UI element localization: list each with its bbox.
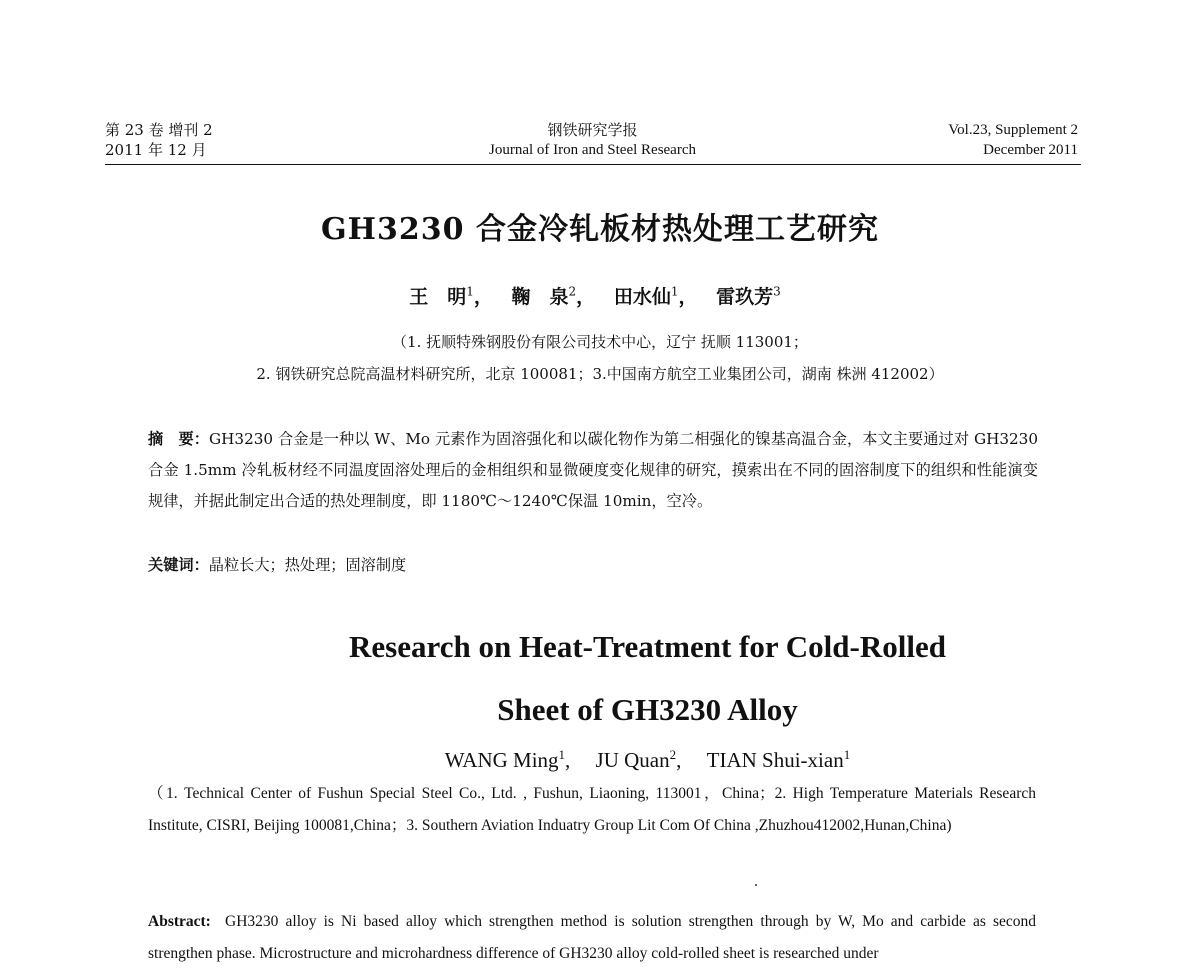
header-journal-cn: 钢铁研究学报	[547, 121, 638, 139]
author-name: 田水仙	[613, 286, 671, 309]
author-name: TIAN Shui-xian	[706, 748, 844, 772]
author-sep: ,	[565, 748, 571, 772]
author-sup: 1	[466, 285, 474, 299]
author-sup: 3	[773, 285, 781, 299]
author-sep: ，	[576, 286, 596, 309]
header-volume-en: Vol.23, Supplement 2	[948, 122, 1078, 138]
author-en	[707, 748, 851, 772]
authors-en	[0, 740, 1200, 775]
author-cn	[512, 286, 596, 308]
affiliation-cn-line1: （1. 抚顺特殊钢股份有限公司技术中心，辽宁 抚顺 113001；	[392, 333, 808, 351]
author-en	[445, 748, 571, 772]
author-cn	[614, 286, 698, 308]
author-sup: 2	[568, 285, 577, 299]
abstract-cn	[148, 424, 1038, 517]
author-cn	[716, 286, 781, 308]
title-en-line1: Research on Heat-Treatment for Cold-Rolled	[349, 629, 946, 664]
abstract-cn-text: GH3230 合金是一种以 W、Mo 元素作为固溶强化和以碳化物作为第二相强化的镍基高温合金，本文主要通过对 GH3230 合金 1.5mm 冷轧板材经不同温度固溶处理后的金相组织和显微硬度变化规律的研究，摸索出在不同的固溶制度下的组织和性能演变规律，并据此制定出合适的热处理制度，即 1180℃～1240℃保温 10min，空冷。	[148, 430, 1039, 510]
author-sep: ,	[676, 748, 682, 772]
stray-dot	[755, 884, 757, 886]
keywords-cn	[148, 553, 406, 577]
abstract-en-text: GH3230 alloy is Ni based alloy which strengthen method is solution strengthen through by W, Mo and carbide as second strengthen phase. Microstructure and microhardness difference of GH3230 alloy cold-rolled sheet is researched under	[148, 913, 1036, 962]
header-rule	[105, 164, 1081, 165]
author-sep: ，	[473, 286, 493, 309]
author-sup: 1	[670, 285, 679, 299]
author-cn	[409, 286, 493, 308]
author-sup: 2	[669, 747, 677, 762]
title-cn: GH3230 合金冷轧板材热处理工艺研究	[321, 212, 879, 247]
affiliation-en: （1. Technical Center of Fushun Special Steel Co., Ltd. , Fushun, Liaoning, 113001，China；2. High Temperature Materials Research Institute, CISRI, Beijing 100081,China；3. Southern Aviation Induatry Group Lit Com Of China ,Zhuzhou412002,Hunan,China)	[148, 785, 1036, 834]
author-en	[596, 748, 682, 772]
author-name: 鞠 泉	[511, 286, 569, 309]
keywords-cn-text: 晶粒长大；热处理；固溶制度	[208, 556, 407, 574]
header-volume-cn: 第 23 卷 增刊 2	[105, 121, 213, 139]
header-journal-en: Journal of Iron and Steel Research	[488, 142, 696, 158]
author-name: JU Quan	[595, 748, 670, 772]
author-name: 王 明	[409, 286, 467, 309]
affiliation-cn-line2: 2. 钢铁研究总院高温材料研究所，北京 100081；3.中国南方航空工业集团公司，湖南 株洲 412002）	[256, 365, 944, 383]
author-sup: 1	[558, 747, 566, 762]
abstract-cn-label: 摘 要：	[148, 430, 210, 448]
header-right	[948, 120, 1078, 160]
author-name: 雷玖芳	[716, 286, 774, 309]
title-en-line2: Sheet of GH3230 Alloy	[497, 692, 798, 727]
header-date-cn: 2011 年 12 月	[105, 141, 207, 159]
author-name: WANG Ming	[444, 748, 559, 772]
keywords-cn-label: 关键词：	[148, 556, 209, 574]
author-sup: 1	[843, 747, 851, 762]
author-sep: ，	[678, 286, 698, 309]
header-date-en: December 2011	[983, 142, 1078, 158]
abstract-en	[148, 906, 1036, 970]
authors-cn	[0, 278, 1190, 311]
abstract-en-label: Abstract:	[148, 913, 211, 930]
